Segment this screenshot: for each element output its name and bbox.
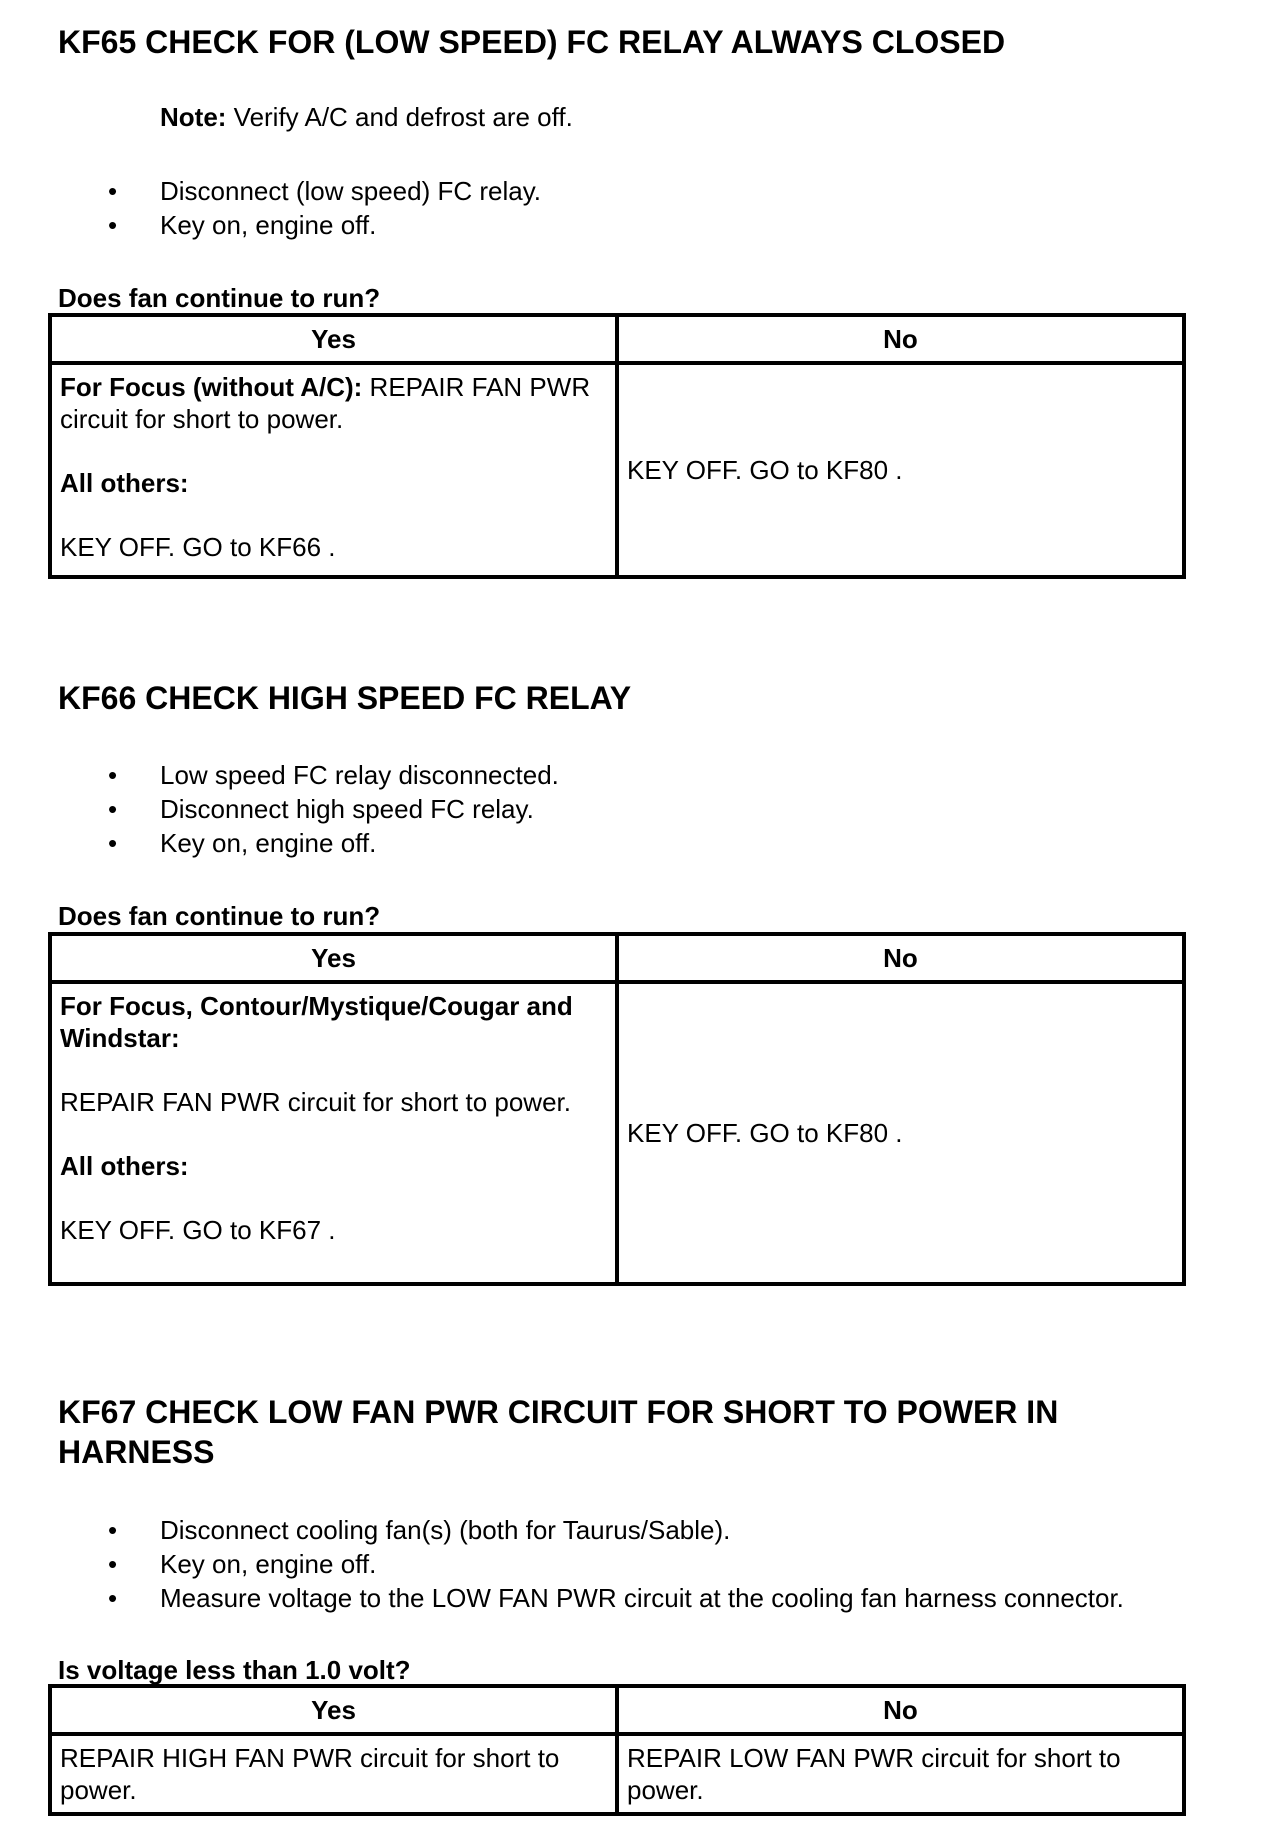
step-item: • Key on, engine off.	[0, 1547, 1124, 1581]
yes-focus-label: For Focus (without A/C):	[60, 372, 363, 402]
kf65-title: KF65 CHECK FOR (LOW SPEED) FC RELAY ALWAYS CLOSED	[58, 24, 1006, 60]
kf66-steps	[0, 758, 559, 860]
yes-cell: REPAIR HIGH FAN PWR circuit for short to power.	[50, 1734, 617, 1814]
kf67-decision-table	[48, 1684, 1186, 1816]
kf67-title	[58, 1392, 1058, 1472]
kf65-steps	[0, 174, 541, 242]
yes-focus-text: REPAIR FAN PWR circuit for short to power.	[60, 372, 591, 434]
title-line: HARNESS	[58, 1434, 215, 1470]
no-header: No	[617, 315, 1184, 363]
kf66-question: Does fan continue to run?	[58, 901, 381, 931]
no-cell: KEY OFF. GO to KF80 .	[617, 982, 1184, 1284]
step-item: • Disconnect cooling fan(s) (both for Taurus/Sable).	[0, 1513, 1124, 1547]
note-label: Note:	[160, 102, 227, 132]
yes-header: Yes	[50, 1686, 617, 1734]
yes-focus-label: For Focus, Contour/Mystique/Cougar and Windstar:	[60, 991, 573, 1053]
step-item: • Key on, engine off.	[0, 826, 559, 860]
no-header: No	[617, 1686, 1184, 1734]
yes-focus	[60, 371, 607, 435]
no-cell: REPAIR LOW FAN PWR circuit for short to power.	[617, 1734, 1184, 1814]
yes-others-label: All others:	[60, 1151, 189, 1181]
yes-others-text: KEY OFF. GO to KF66 .	[60, 532, 336, 562]
yes-focus-text: REPAIR FAN PWR circuit for short to power.	[60, 1087, 571, 1117]
step-item: • Measure voltage to the LOW FAN PWR circuit at the cooling fan harness connector.	[0, 1581, 1124, 1615]
kf66-title: KF66 CHECK HIGH SPEED FC RELAY	[58, 680, 632, 716]
step-item: • Low speed FC relay disconnected.	[0, 758, 559, 792]
yes-header: Yes	[50, 315, 617, 363]
step-item: • Key on, engine off.	[0, 208, 541, 242]
yes-cell	[50, 363, 617, 577]
kf67-question: Is voltage less than 1.0 volt?	[58, 1655, 411, 1685]
step-item: • Disconnect (low speed) FC relay.	[0, 174, 541, 208]
yes-others-text: KEY OFF. GO to KF67 .	[60, 1215, 336, 1245]
yes-cell	[50, 982, 617, 1284]
kf65-note	[160, 102, 573, 133]
note-text: Verify A/C and defrost are off.	[226, 102, 573, 132]
kf65-decision-table	[48, 313, 1186, 579]
step-item: • Disconnect high speed FC relay.	[0, 792, 559, 826]
yes-others-label: All others:	[60, 468, 189, 498]
kf67-steps	[0, 1513, 1124, 1615]
kf65-question: Does fan continue to run?	[58, 283, 381, 313]
title-line: KF67 CHECK LOW FAN PWR CIRCUIT FOR SHORT TO POWER IN	[58, 1394, 1059, 1430]
no-cell: KEY OFF. GO to KF80 .	[617, 363, 1184, 577]
kf66-decision-table	[48, 932, 1186, 1286]
no-header: No	[617, 934, 1184, 982]
yes-header: Yes	[50, 934, 617, 982]
